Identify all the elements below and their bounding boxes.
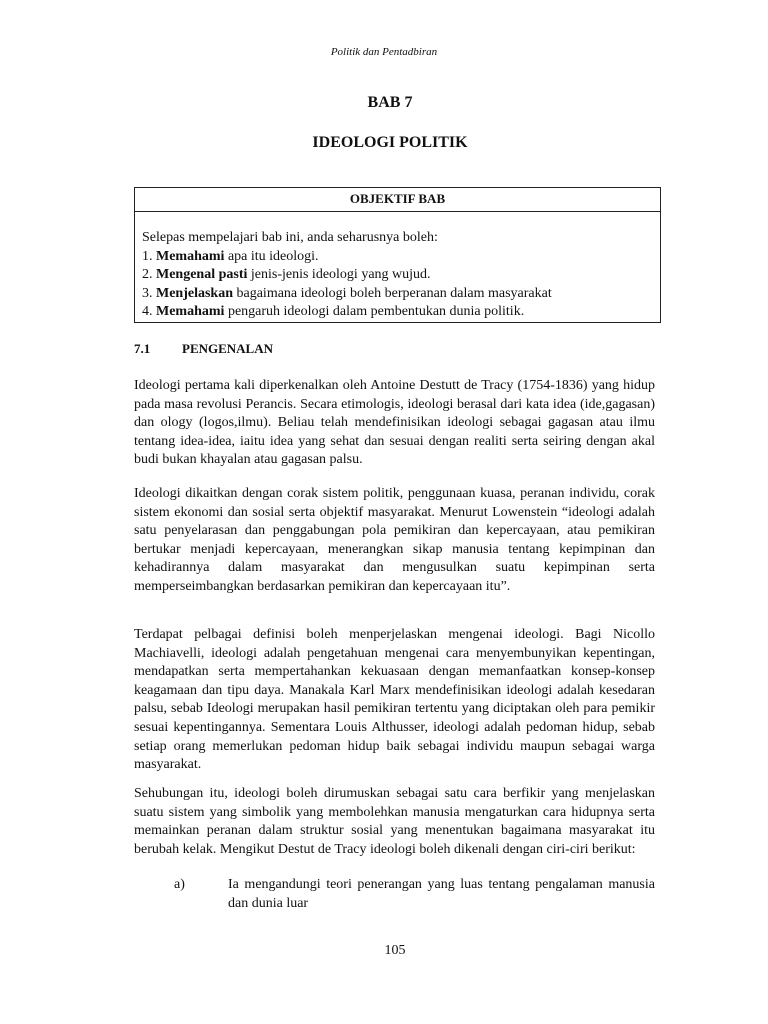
section-number: 7.1 xyxy=(134,341,151,356)
objective-item xyxy=(142,248,660,267)
objectives-body xyxy=(135,212,660,322)
chapter-number: BAB 7 xyxy=(367,94,413,111)
objective-number: 3. xyxy=(142,285,153,301)
section-heading xyxy=(134,341,661,357)
objective-number: 2. xyxy=(142,267,153,282)
paragraph-2: Ideologi dikaitkan dengan corak sistem politik, penggunaan kuasa, peranan individu, corak sistem ekonomi dan sosial serta objektif masyarakat. Menurut Lowenstein “ideologi adalah satu penyelarasan dan penggabungan pola pemikiran dan kepercayaan, atau pemikiran bertukar menjadi kepercayaan, menerangkan sikap manusia tentang kepimpinan dan kehadirannya dalam masyarakat dan mengusulkan suatu kepimpinan serta memperseimbangkan berdasarkan pemikiran dan kepercayaan itu”. xyxy=(134,486,655,594)
objective-item xyxy=(142,285,660,304)
list-text: Ia mengandungi teori penerangan yang luas tentang pengalaman manusia dan dunia luar xyxy=(228,877,655,911)
paragraph-3: Terdapat pelbagai definisi boleh menperjelaskan mengenai ideologi. Bagi Nicollo Machiavelli, ideologi adalah pengetahuan mengenai cara menyembunyikan kepentingan, mendapatkan serta mempertahankan kekuasaan dengan memanfaatkan konsep-konsep keagamaan dan tipu daya. Manakala Karl Marx mendefinisikan ideologi adalah kesedaran palsu, sebab Ideologi merupakan hasil pemikiran tertentu yang diciptakan oleh para pemikir sesuai kepentingannya. Sementara Louis Althusser, ideologi adalah pedoman hidup, sebab setiap orang memerlukan pedoman hidup baik sebagai individu maupun sebagai warga masyarakat. xyxy=(134,627,655,773)
objectives-heading: OBJEKTIF BAB xyxy=(135,188,660,212)
objective-keyword: Mengenal pasti xyxy=(156,267,248,282)
objective-text: jenis-jenis ideologi yang wujud. xyxy=(247,267,431,282)
list-label: a) xyxy=(174,877,185,892)
paragraph-1: Ideologi pertama kali diperkenalkan oleh Antoine Destutt de Tracy (1754-1836) yang hidup pada masa revolusi Perancis. Secara etimologis, ideologi berasal dari kata idea (ide,gagasan) dan ology (logos,ilmu). Beliau telah mendefinisikan ideologi sebagai gagasan atau ilmu tentang idea-idea, iaitu idea yang sehat dan sesuai dengan realiti serta seiring dengan akal budi bukan khayalan atau gagasan palsu. xyxy=(134,378,655,468)
running-header: Politik dan Pentadbiran xyxy=(330,46,438,58)
objective-number: 1. xyxy=(142,248,153,264)
objective-number: 4. xyxy=(142,304,153,319)
objective-text: pengaruh ideologi dalam pembentukan dunia politik. xyxy=(224,304,525,319)
page-number: 105 xyxy=(384,943,406,958)
objective-text: apa itu ideologi. xyxy=(224,248,319,264)
objective-item xyxy=(142,303,660,322)
section-title: PENGENALAN xyxy=(182,341,274,356)
chapter-title: IDEOLOGI POLITIK xyxy=(312,134,468,151)
paragraph-4: Sehubungan itu, ideologi boleh dirumuskan sebagai satu cara berfikir yang menjelaskan suatu sistem yang simbolik yang membolehkan manusia mengaturkan cara hidupnya serta memainkan peranan dalam struktur sosial yang menentukan bagaimana masyarakat itu berubah kelak. Mengikut Destut de Tracy ideologi boleh dikenali dengan ciri-ciri berikut: xyxy=(134,786,655,857)
objectives-box xyxy=(134,187,661,323)
objective-keyword: Memahami xyxy=(156,248,225,264)
objective-keyword: Memahami xyxy=(156,304,225,319)
objectives-intro: Selepas mempelajari bab ini, anda seharusnya boleh: xyxy=(142,230,438,245)
objective-item xyxy=(142,266,660,285)
objective-text: bagaimana ideologi boleh berperanan dalam masyarakat xyxy=(233,285,552,301)
objective-keyword: Menjelaskan xyxy=(156,285,233,301)
